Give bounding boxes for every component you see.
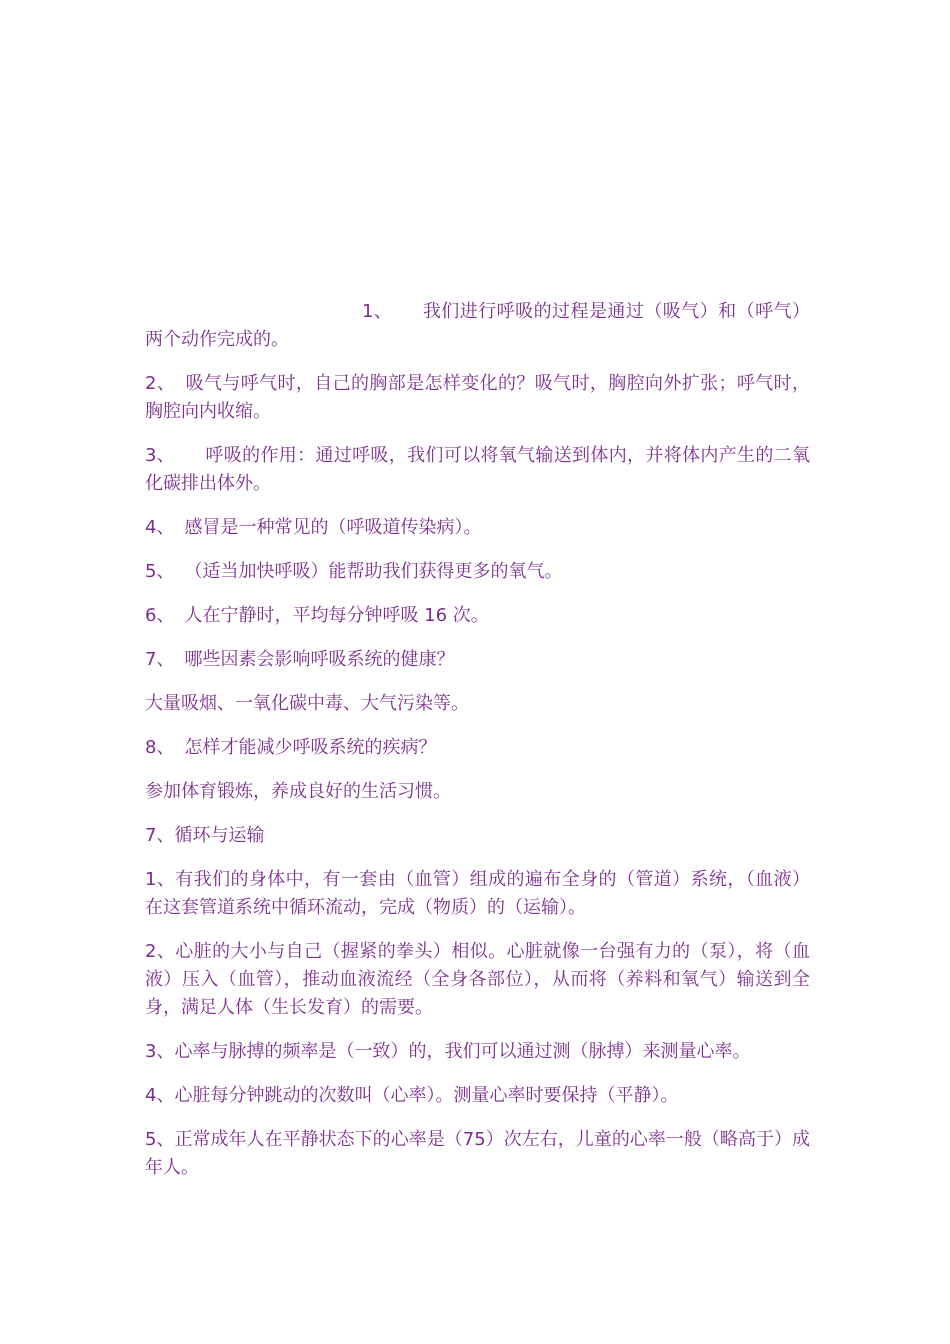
item-text: 我们进行呼吸的过程是通过（吸气）和（呼气）两个动作完成的。	[145, 301, 811, 350]
item-number: 5、	[145, 561, 175, 582]
item-text: 3、心率与脉搏的频率是（一致）的，我们可以通过测（脉搏）来测量心率。	[145, 1041, 751, 1062]
document-body	[145, 298, 810, 1198]
section-heading	[145, 822, 810, 850]
list-item	[145, 370, 810, 426]
item-text: 哪些因素会影响呼吸系统的健康？	[184, 649, 455, 670]
item-text: 人在宁静时，平均每分钟呼吸 16 次。	[184, 605, 489, 626]
list-item	[145, 558, 810, 586]
answer-text	[145, 778, 810, 806]
heading-text: 7、循环与运输	[145, 825, 265, 846]
item-text: 怎样才能减少呼吸系统的疾病？	[184, 737, 437, 758]
item-number: 4、	[145, 517, 175, 538]
list-item	[145, 298, 810, 354]
list-item	[145, 1038, 810, 1066]
list-item	[145, 1082, 810, 1110]
list-item	[145, 514, 810, 542]
item-text: 1、有我们的身体中，有一套由（血管）组成的遍布全身的（管道）系统，（血液）在这套管道系统中循环流动，完成（物质）的（运输）。	[145, 869, 810, 918]
item-number: 1、	[362, 301, 393, 322]
item-number: 6、	[145, 605, 175, 626]
list-item	[145, 602, 810, 630]
item-text: 参加体育锻炼，养成良好的生活习惯。	[145, 781, 451, 802]
item-number: 3、	[145, 445, 176, 466]
item-text: 2、心脏的大小与自己（握紧的拳头）相似。心脏就像一台强有力的（泵），将（血液）压入（血管），推动血液流经（全身各部位），从而将（养料和氧气）输送到全身，满足人体（生长发育）的需要。	[145, 941, 810, 1018]
item-text: 感冒是一种常见的（呼吸道传染病）。	[184, 517, 482, 538]
item-text: 5、正常成年人在平静状态下的心率是（75）次左右，儿童的心率一般（略高于）成年人。	[145, 1129, 810, 1178]
item-number: 7、	[145, 649, 175, 670]
list-item	[145, 646, 810, 674]
item-text: 吸气与呼气时，自己的胸部是怎样变化的？吸气时，胸腔向外扩张；呼气时，胸腔向内收缩。	[145, 373, 811, 422]
answer-text	[145, 690, 810, 718]
list-item	[145, 442, 810, 498]
item-number: 2、	[145, 373, 176, 394]
list-item	[145, 734, 810, 762]
item-text: （适当加快呼吸）能帮助我们获得更多的氧气。	[184, 561, 563, 582]
item-number: 8、	[145, 737, 175, 758]
list-item	[145, 866, 810, 922]
item-text: 呼吸的作用：通过呼吸，我们可以将氧气输送到体内，并将体内产生的二氧化碳排出体外。	[145, 445, 811, 494]
list-item	[145, 1126, 810, 1182]
item-text: 大量吸烟、一氧化碳中毒、大气污染等。	[145, 693, 469, 714]
list-item	[145, 938, 810, 1022]
item-text: 4、心脏每分钟跳动的次数叫（心率）。测量心率时要保持（平静）。	[145, 1085, 679, 1106]
